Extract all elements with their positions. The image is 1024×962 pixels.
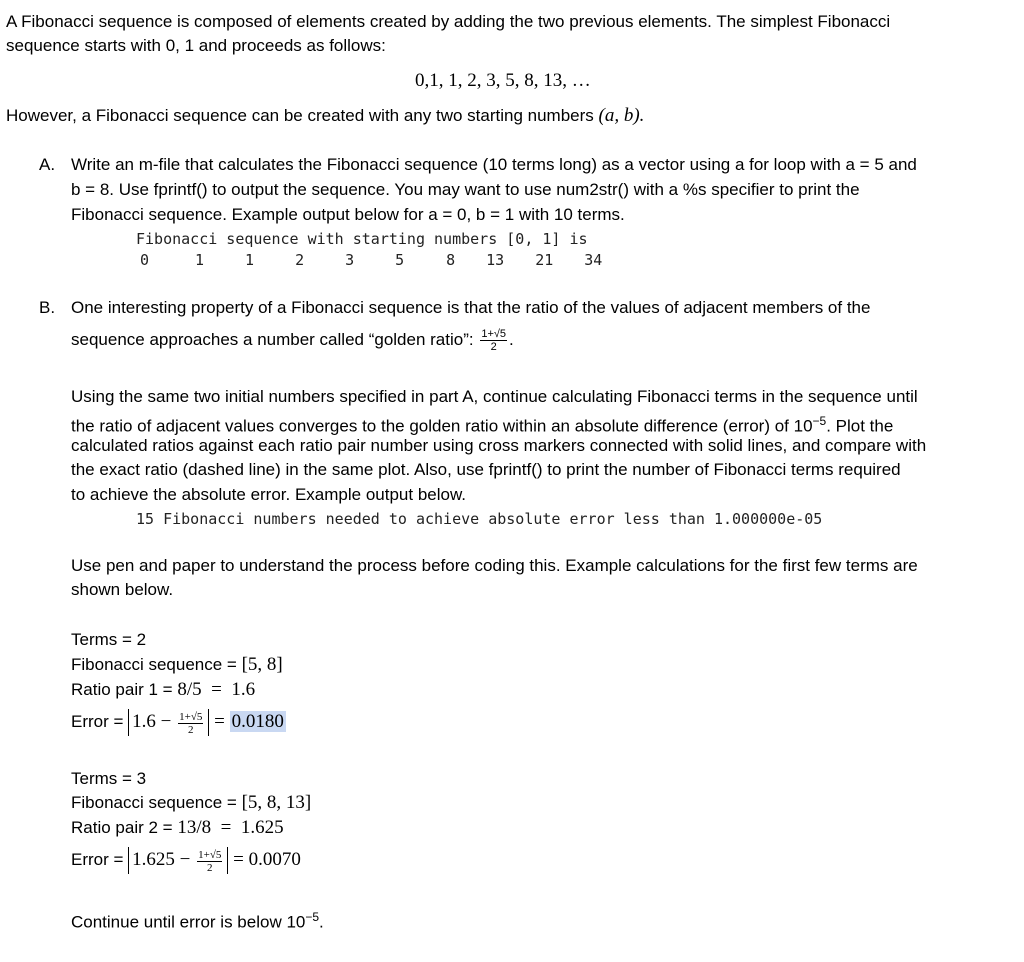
part-b-p2-line-1: Using the same two initial numbers specified in part A, continue calculating Fibonacci terms in the sequence until bbox=[71, 387, 918, 406]
code-value: 13 bbox=[486, 251, 505, 269]
part-b-p3-line-1: Use pen and paper to understand the process before coding this. Example calculations for the first few terms are bbox=[71, 556, 918, 575]
part-b-marker: B. bbox=[39, 298, 56, 317]
example-1-error-value: 0.0180 bbox=[231, 711, 284, 732]
part-a-line-3: Fibonacci sequence. Example output below for a = 0, b = 1 with 10 terms. bbox=[71, 205, 625, 224]
p2-line-2-text: the ratio of adjacent values converges to the golden ratio within an absolute difference (error) of 10 bbox=[71, 416, 813, 436]
code-value: 34 bbox=[584, 251, 603, 269]
code-value: 3 bbox=[345, 251, 355, 269]
fraction-numerator: 1+√5 bbox=[179, 710, 203, 723]
footer-exponent: −5 bbox=[305, 910, 320, 924]
example-2-terms: Terms = 3 bbox=[71, 769, 147, 788]
example-2-seq-value: [5, 8, 13] bbox=[241, 792, 312, 813]
fraction-denominator: 2 bbox=[490, 341, 497, 354]
example-1-terms: Terms = 2 bbox=[71, 630, 147, 649]
part-b-line-1: One interesting property of a Fibonacci sequence is that the ratio of the values of adjacent members of the bbox=[71, 298, 871, 317]
example-2-sequence bbox=[71, 791, 311, 815]
example-2-ratio bbox=[71, 816, 284, 840]
part-a-code-line-1: Fibonacci sequence with starting numbers [0, 1] is bbox=[136, 230, 588, 248]
example-2-error bbox=[71, 842, 301, 878]
part-a-code-values bbox=[140, 248, 602, 272]
golden-ratio-fraction bbox=[178, 711, 203, 736]
part-b-p2-line-4: the exact ratio (dashed line) in the same plot. Also, use fprintf() to print the number of Fibonacci terms required bbox=[71, 460, 901, 479]
intro-line-1: A Fibonacci sequence is composed of elements created by adding the two previous elements. The simplest Fibonacci bbox=[6, 12, 891, 31]
part-b-p2-line-5: to achieve the absolute error. Example output below. bbox=[71, 485, 467, 504]
fraction-denominator: 2 bbox=[188, 723, 194, 736]
example-2-error-label: Error = bbox=[71, 850, 124, 869]
part-b-p3-line-2: shown below. bbox=[71, 580, 174, 599]
example-1-ratio-label: Ratio pair 1 = bbox=[71, 680, 173, 699]
part-a-line-2: b = 8. Use fprintf() to output the sequence. You may want to use num2str() with a %s specifier to print the bbox=[71, 180, 860, 199]
example-2-error-inner: 1.625 − bbox=[132, 849, 191, 871]
example-1-ratio-value: 8/5 = 1.6 bbox=[177, 679, 256, 700]
code-value: 1 bbox=[195, 251, 205, 269]
code-value: 2 bbox=[295, 251, 305, 269]
part-b-p2-line-3: calculated ratios against each ratio pair number using cross markers connected with solid lines, and compare with bbox=[71, 436, 927, 455]
golden-ratio-fraction bbox=[480, 328, 507, 353]
part-b-line-2: sequence approaches a number called “golden ratio”: $\frac{1+√5}{2}$ . bbox=[71, 328, 514, 354]
example-1-error-equals: = bbox=[214, 711, 230, 732]
code-value: 21 bbox=[535, 251, 554, 269]
code-value: 8 bbox=[446, 251, 456, 269]
golden-ratio-fraction bbox=[197, 849, 222, 874]
example-2-seq-label: Fibonacci sequence = bbox=[71, 793, 237, 812]
example-1-error-label: Error = bbox=[71, 712, 124, 731]
fibonacci-sequence-example: 0,1, 1, 2, 3, 5, 8, 13, … bbox=[415, 70, 591, 91]
intro-line-2-text: sequence starts with 0, 1 and proceeds as follows: bbox=[6, 36, 386, 55]
example-1-seq-label: Fibonacci sequence = bbox=[71, 655, 237, 674]
p2-line-2-end: . Plot the bbox=[826, 416, 894, 436]
part-b-line-2-text: sequence approaches a number called “golden ratio”: bbox=[71, 330, 474, 349]
example-2-error-result: = 0.0070 bbox=[233, 849, 301, 870]
code-value: 5 bbox=[395, 251, 405, 269]
example-2-abs-value bbox=[128, 847, 228, 873]
code-value: 1 bbox=[245, 251, 255, 269]
fraction-numerator: 1+√5 bbox=[481, 328, 507, 341]
intro-line-3-pair: (a, b). bbox=[598, 105, 645, 126]
example-1-error-inner: 1.6 − bbox=[132, 711, 172, 733]
intro-line-2 bbox=[6, 34, 386, 58]
example-1-sequence bbox=[71, 653, 283, 677]
example-1-error bbox=[71, 704, 286, 740]
example-1-ratio bbox=[71, 678, 255, 702]
example-2-ratio-label: Ratio pair 2 = bbox=[71, 818, 173, 837]
part-a-line-1: Write an m-file that calculates the Fibonacci sequence (10 terms long) as a vector using a for loop with a = 5 and bbox=[71, 155, 917, 174]
part-b-code-output: 15 Fibonacci numbers needed to achieve absolute error less than 1.000000e-05 bbox=[136, 510, 823, 528]
footer-text: Continue until error is below 10 bbox=[71, 912, 306, 932]
intro-line-3 bbox=[6, 104, 644, 128]
footer-end: . bbox=[319, 912, 324, 932]
code-value: 0 bbox=[140, 251, 150, 269]
footer-line bbox=[71, 905, 324, 935]
fraction-denominator: 2 bbox=[207, 861, 213, 874]
p2-exponent: −5 bbox=[812, 414, 827, 428]
example-1-abs-value bbox=[128, 709, 209, 735]
example-1-seq-value: [5, 8] bbox=[241, 654, 283, 675]
intro-line-3-text: However, a Fibonacci sequence can be created with any two starting numbers bbox=[6, 106, 594, 125]
fraction-numerator: 1+√5 bbox=[198, 848, 222, 861]
part-a-marker: A. bbox=[39, 155, 56, 174]
example-2-ratio-value: 13/8 = 1.625 bbox=[177, 817, 284, 838]
